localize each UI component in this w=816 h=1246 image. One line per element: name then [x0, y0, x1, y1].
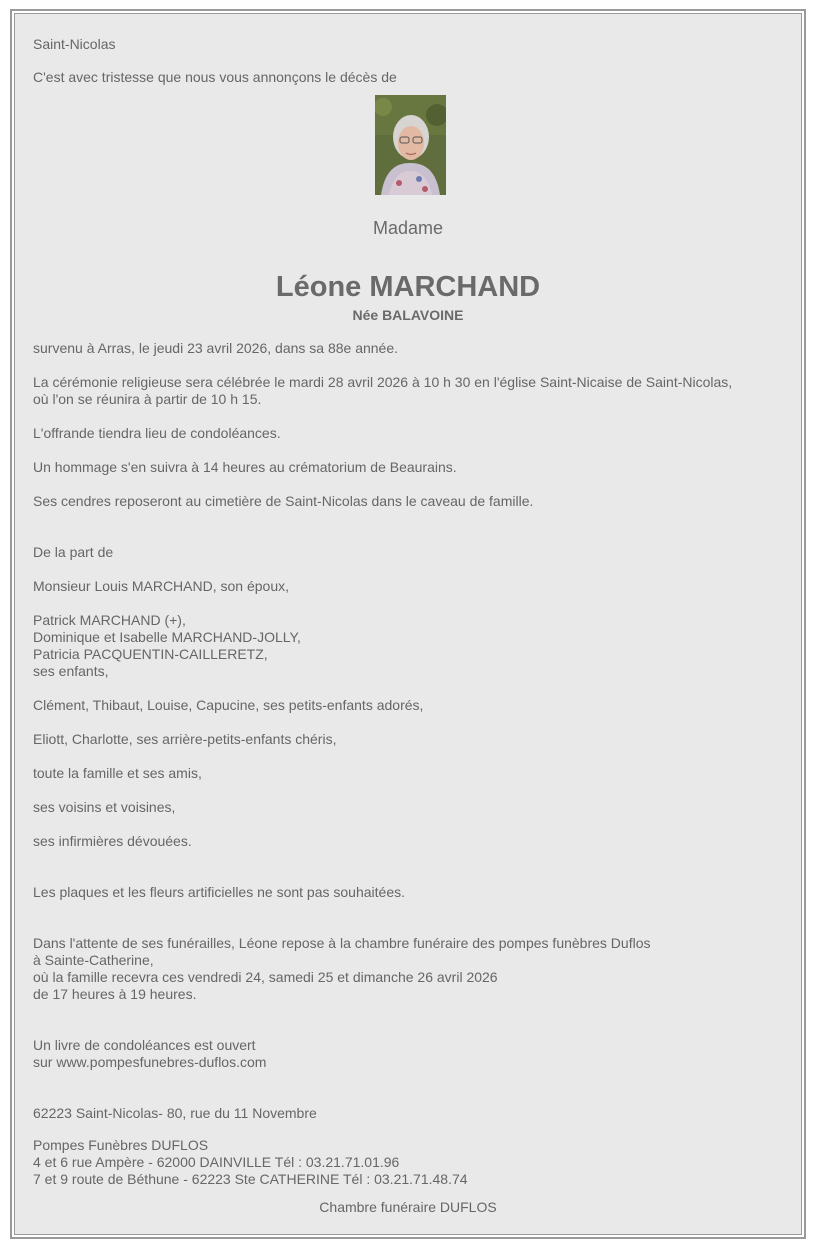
condolences-link[interactable]: sur www.pompesfunebres-duflos.com [33, 1054, 267, 1070]
child-line: ses enfants, [33, 663, 109, 679]
rest-line: à Sainte-Catherine, [33, 952, 154, 968]
neighbours-text: ses voisins et voisines, [33, 799, 176, 815]
grandchildren-text: Clément, Thibaut, Louise, Capucine, ses petits-enfants adorés, [33, 697, 424, 713]
rest-line: de 17 heures à 19 heures. [33, 986, 197, 1002]
company-line: Pompes Funèbres DUFLOS [33, 1137, 209, 1153]
company-line: 4 et 6 rue Ampère - 62000 DAINVILLE Tél : 03.21.71.01.96 [33, 1154, 400, 1170]
deceased-name: Léone MARCHAND [275, 271, 541, 303]
child-line: Patricia PACQUENTIN-CAILLERETZ, [33, 646, 268, 662]
notice-frame [10, 9, 806, 1239]
rest-line: où la famille recevra ces vendredi 24, samedi 25 et dimanche 26 avril 2026 [33, 969, 498, 985]
title-madame: Madame [372, 218, 444, 238]
address-text: 62223 Saint-Nicolas- 80, rue du 11 Novembre [33, 1105, 317, 1121]
ashes-text: Ses cendres reposeront au cimetière de Saint-Nicolas dans le caveau de famille. [33, 493, 534, 509]
condolences-line: Un livre de condoléances est ouvert [33, 1037, 256, 1053]
rest-line: Dans l'attente de ses funérailles, Léone repose à la chambre funéraire des pompes funèbres Duflos [33, 935, 651, 951]
ceremony-line: où l'on se réunira à partir de 10 h 15. [33, 391, 262, 407]
offering-text: L'offrande tiendra lieu de condoléances. [33, 425, 281, 441]
portrait-photo [375, 95, 446, 195]
footer-text: Chambre funéraire DUFLOS [319, 1199, 497, 1215]
company-line: 7 et 9 route de Béthune - 62223 Ste CATHERINE Tél : 03.21.71.48.74 [33, 1171, 468, 1187]
child-line: Dominique et Isabelle MARCHAND-JOLLY, [33, 629, 301, 645]
maiden-name: Née BALAVOINE [352, 307, 464, 323]
death-text: survenu à Arras, le jeudi 23 avril 2026, dans sa 88e année. [33, 340, 399, 356]
notice-panel [14, 13, 802, 1235]
family-text: toute la famille et ses amis, [33, 765, 202, 781]
spouse-text: Monsieur Louis MARCHAND, son époux, [33, 578, 289, 594]
portrait-icon [375, 95, 446, 195]
intro-text: C'est avec tristesse que nous vous annonçons le décès de [33, 69, 397, 85]
great-grandchildren-text: Eliott, Charlotte, ses arrière-petits-enfants chéris, [33, 731, 337, 747]
flowers-note: Les plaques et les fleurs artificielles ne sont pas souhaitées. [33, 884, 405, 900]
ceremony-line: La cérémonie religieuse sera célébrée le mardi 28 avril 2026 à 10 h 30 en l'église Saint-Nicaise de Saint-Nicolas, [33, 374, 733, 390]
child-line: Patrick MARCHAND (+), [33, 612, 186, 628]
place-label: Saint-Nicolas [33, 36, 116, 52]
from-label: De la part de [33, 544, 114, 560]
nurses-text: ses infirmières dévouées. [33, 833, 192, 849]
tribute-text: Un hommage s'en suivra à 14 heures au crématorium de Beaurains. [33, 459, 457, 475]
